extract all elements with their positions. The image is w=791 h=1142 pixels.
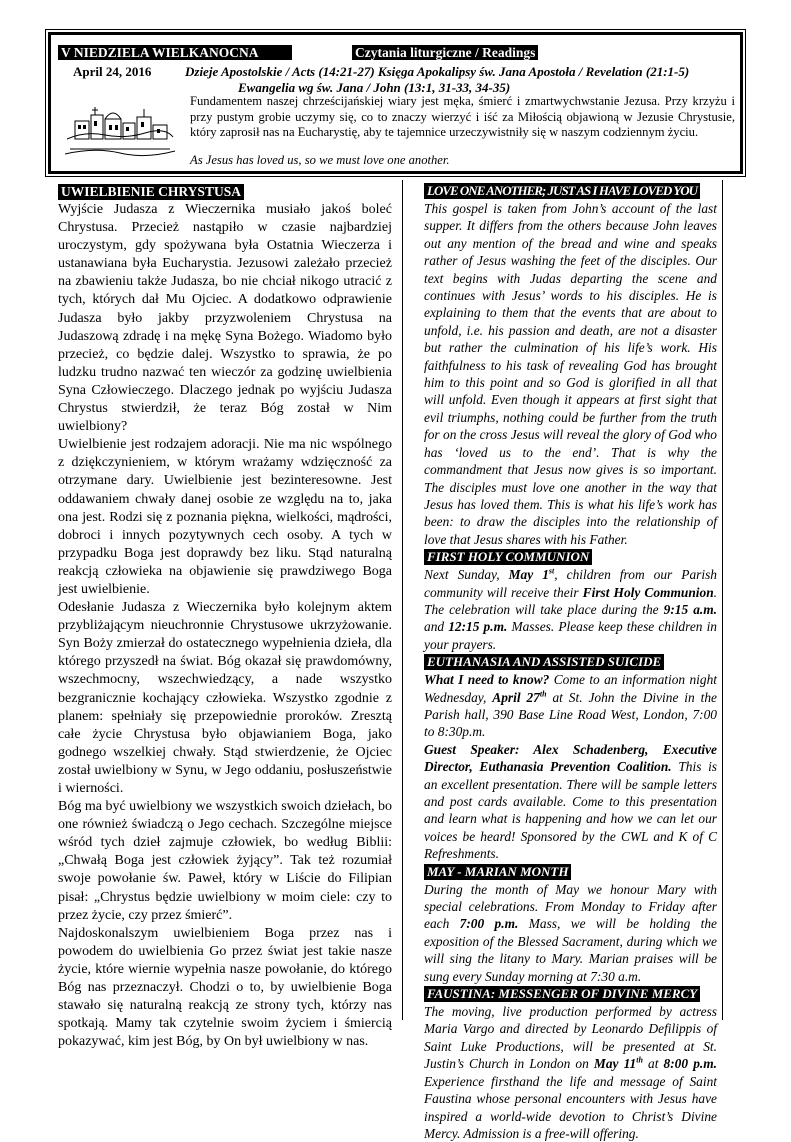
date-highlight — [492, 690, 546, 705]
section-heading-may: MAY - MARIAN MONTH — [424, 864, 571, 880]
ordinal: st — [548, 566, 555, 576]
paragraph: Bóg ma być uwielbiony we wszystkich swoich dziełach, bo one również świadczą o Jego cechach. Szczególne miejsce wśród tych dzieł zajmuje człowiek, bo według Biblii: „Chwałą Boga jest człowiek żyjący”. Tak też rozumiał swoje powołanie św. Paweł, który w Liście do Filipian pisał: „Chrystus będzie uwielbiony w moim ciele: czy to przez życie, czy przez śmierć”. — [58, 799, 392, 923]
fhc-highlight: First Holy Communion — [582, 584, 714, 600]
readings-acts-revelation: Dzieje Apostolskie / Acts (14:21-27) Księga Apokalipsy św. Jana Apostoła / Revelation (21:1-5) — [185, 64, 690, 79]
text: May 1 — [508, 567, 549, 583]
column-divider — [402, 180, 403, 1020]
text: Masses. Please keep these children in your prayers. — [424, 619, 717, 652]
ordinal: th — [539, 689, 547, 699]
header-intro-text: Fundamentem naszej chrześcijańskiej wiary jest męka, śmierć i zmartwychwstanie Jezusa. Przy krzyżu i przy pustym grobie uczymy się, co to znaczy wierzyć i iść za Miłością objawioną w Jezusie Chrystusie, który zaprosił nas na Eucharystię, aby te tajemnice urzeczywistniły się w naszym codziennym życiu. — [190, 94, 735, 140]
date-highlight — [594, 1056, 643, 1071]
text: May 11 — [593, 1056, 637, 1072]
section-heading-communion: FIRST HOLY COMMUNION — [424, 549, 592, 565]
section-heading-uwielbienie: UWIELBIENIE CHRYSTUSA — [58, 184, 244, 200]
time-highlight: 9:15 a.m. — [663, 601, 718, 617]
text: and — [424, 619, 449, 635]
time-highlight: 12:15 p.m. — [448, 619, 508, 635]
communion-body — [424, 566, 717, 653]
love-body: This gospel is taken from John’s account of the last supper. It differs from the others because John leaves out any mention of the bread and wine and speaks rather of Jesus washing the feet of the disciples. Our text begins with Judas departing the scene and continues with Jesus’ words to his disciples. He is explaining to them that the events that are about to unfold, i.e. his passion and death, are not a disaster but rather the culmination of his life’s work. His faithfulness to his task of revealing God has brought him to this point and so God is glorified in all that will unfold. Even though it appears at first sight that evil triumphs, nothing could be further from the truth for on the cross Jesus will reveal the glory of God who has ‘loved us to the end’. That is why the commandment that Jesus now gives is so important. The disciples must love one another in the way that Jesus has loved them. This is what his life’s work has been: to draw the disciples into the relationship of love that Jesus shares with his Father. — [424, 201, 717, 547]
date-highlight — [509, 567, 555, 582]
euthanasia-body — [424, 671, 717, 862]
time-highlight: 8:00 p.m. — [663, 1056, 717, 1072]
header-quote: As Jesus has loved us, so we must love one another. — [190, 153, 450, 167]
section-heading-love: LOVE ONE ANOTHER; JUST AS I HAVE LOVED YOU — [424, 183, 700, 199]
ordinal: th — [636, 1055, 643, 1065]
text: During the month of May we honour Mary with special celebrations. From Monday to Friday after each — [424, 881, 717, 932]
text: The moving, live production performed by actress Maria Vargo and directed by Leonardo Defilippis of Saint Luke Productions, will be presented at St. Justin’s Church in London on — [424, 1004, 717, 1072]
readings-gospel: Ewangelia wg św. Jana / John (13:1, 31-33, 34-35) — [238, 80, 511, 95]
text: Next Sunday, — [424, 567, 509, 583]
jerusalem-illustration — [65, 99, 175, 157]
paragraph: Uwielbienie jest rodzajem adoracji. Nie ma nic wspólnego z dziękczynieniem, w którym wrażamy wdzięczność za otrzymane dary. Uwielbienie jest bezinteresowne. Jest oddawaniem chwały danej osobie ze względu na to, jaka ona jest. Rodzi się z poznania piękna, wielkości, mądrości, dobroci i innych pozytywnych cech osoby. A tych w przypadku Boga jest doprawdy bez liku. Stąd naturalną reakcją człowieka na objawienie się prawdziwego Boga jest uwielbienie. — [58, 437, 392, 597]
section-heading-euthanasia: EUTHANASIA AND ASSISTED SUICIDE — [424, 654, 664, 670]
text: , children from our Parish community will receive their — [424, 567, 717, 600]
paragraph: Wyjście Judasza z Wieczernika musiało jakoś boleć Chrystusa. Przecież nastąpiło w czasie najbardziej uroczystym, gdy spożywana była Ostatnia Wieczerza i ustanawiana była Eucharystia. Jezusowi zależało przecież na zbawieniu także Judasza, bo nie chciał nikogo utracić z tych, których dał Mu Ojciec. A dodatkowo odprawienie Judasza było jakby przyzwoleniem Chrystusa na Judaszową zdradę i na mękę Syna Bożego. Wiadomo było przecież, co będzie dalej. Wszystko to sprawia, że po ludzku trudno nazwać ten wieczór za godzinę uwielbienia Syna Człowieczego. Dlaczego jednak po wyjściu Judasza Chrystus stwierdził, że teraz Bóg został w Nim uwielbiony? — [58, 202, 392, 435]
speaker-highlight: Guest Speaker: Alex Schadenberg, Executive Director, Euthanasia Prevention Coalition. — [424, 741, 717, 775]
text: April 27 — [492, 689, 540, 705]
paragraph: Odesłanie Judasza z Wieczernika było kolejnym aktem przybliżającym nieuchronnie Chrystusowe ukrzyżowanie. Syn Boży zmierzał do ostatecznego wypełnienia dzieła, dla którego przyszedł na świat. Bóg okazał się prawdomówny, wszechmocny, wszechwiedzący, a nade wszystko bezgranicznie kochający człowieka. Wszystko zgodnie z planem: spełniały się przepowiednie proroków. Zresztą całe życie Chrystusa było objawianiem Boga, jako godnego wszelkiej chwały. Stąd stwierdzenie, że Ojciec został uwielbiony w Synu, w Jego oddaniu, posłuszeństwie i wierności. — [58, 600, 392, 796]
time-highlight: 7:00 p.m. — [459, 916, 519, 932]
bulletin-date: April 24, 2016 — [73, 64, 152, 79]
header-title-row — [58, 45, 738, 62]
text: . The celebration will take place during the — [424, 584, 718, 617]
section-heading-faustina: FAUSTINA: MESSENGER OF DIVINE MERCY — [424, 986, 700, 1002]
sunday-title: V NIEDZIELA WIELKANOCNA — [58, 45, 292, 60]
readings-title: Czytania liturgiczne / Readings — [352, 45, 538, 60]
left-column — [58, 183, 392, 1051]
text: at — [642, 1056, 664, 1072]
text: at St. John the Divine in the Parish hall, 390 Base Line Road West, London, 7:00 to 8:30p.m. — [424, 689, 717, 740]
right-border — [722, 180, 723, 1020]
text: This is an excellent presentation. There will be sample letters and post cards available. Come to this presentation and learn what is happening and how we can let our voices be heard! Sponsored by the CWL and K of C Refreshments. — [424, 759, 717, 862]
may-body — [424, 881, 717, 985]
text: Come to an information night Wednesday, — [424, 672, 717, 705]
text: Mass, we will be holding the exposition of the Blessed Sacrament, during which we will sing the litany to Mary. Marian praises will be sung every Sunday morning at 7:30 a.m. — [424, 916, 717, 984]
question-highlight: What I need to know? — [424, 672, 550, 688]
text: Experience firsthand the life and message of Saint Faustina whose personal encounters with Jesus have inspired a world-wide devotion to Christ’s Divine Mercy. Admission is a free-will offering. — [424, 1073, 717, 1141]
paragraph: Najdoskonalszym uwielbieniem Boga przez nas i powodem do uwielbienia Go przez świat jest takie nasze życie, które wiernie wypełnia nasze powołanie, do którego Bóg nas przeznaczył. Chodzi o to, by uwielbienie Boga stawało się naturalną reakcją ze strony tych, którzy nas spotkają. Mamy tak czytelnie swoim życiem i śmiercią pokazywać, kim jest Bóg, by On był uwielbiony w nas. — [58, 925, 392, 1050]
right-column — [424, 182, 717, 1142]
